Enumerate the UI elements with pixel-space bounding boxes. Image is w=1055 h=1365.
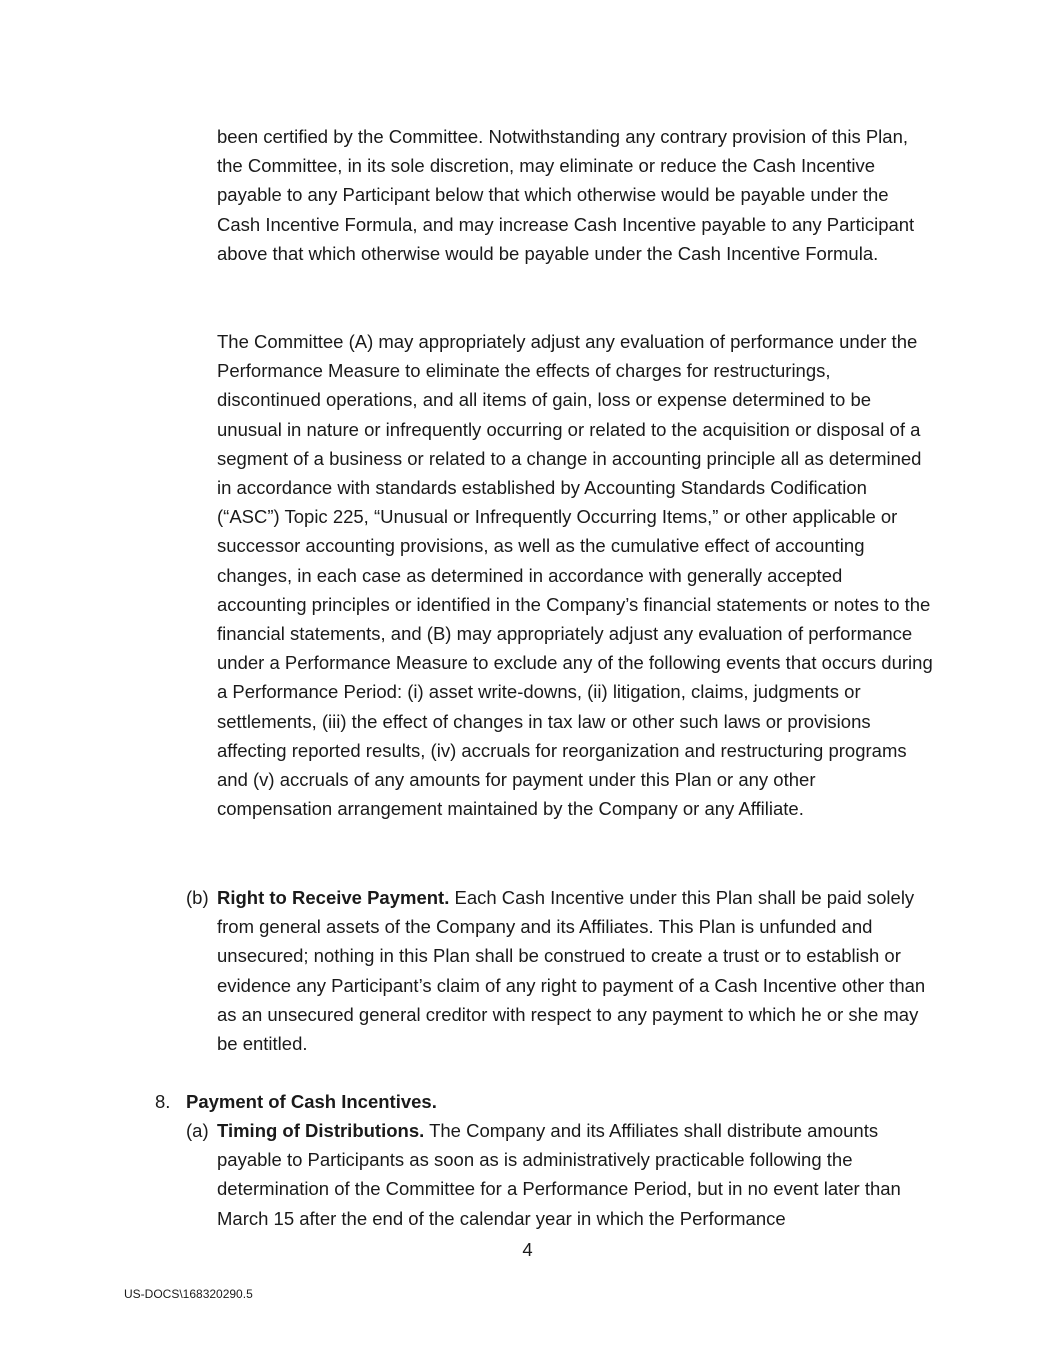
item-8a-marker: (a) <box>186 1120 209 1141</box>
item-b-heading: Right to Receive Payment. <box>217 887 450 908</box>
section-8-number: 8. <box>155 1091 171 1112</box>
section-8-heading: Payment of Cash Incentives. <box>186 1091 437 1112</box>
document-id: US-DOCS\168320290.5 <box>124 1287 253 1301</box>
item-8a-heading: Timing of Distributions. <box>217 1120 425 1141</box>
item-b-text: Each Cash Incentive under this Plan shall be paid solely from general assets of the Company and its Affiliates. This Plan is unfunded and unsecured; nothing in this Plan shall be construed to create a trust or to establish or evidence any Participant’s claim of any right to payment of a Cash Incentive other than as an unsecured general creditor with respect to any payment to which he or she may be entitled. <box>217 887 926 1055</box>
item-b-paragraph <box>217 883 933 1058</box>
item-8a-text: The Company and its Affiliates shall distribute amounts payable to Participants as soon as is administratively practicable following the determination of the Committee for a Performance Period, but in no event later than March 15 after the end of the calendar year in which the Performance <box>217 1120 901 1229</box>
committee-adjustment-paragraph: The Committee (A) may appropriately adjust any evaluation of performance under the Performance Measure to eliminate the effects of charges for restructurings, discontinued operations, and all items of gain, loss or expense determined to be unusual in nature or infrequently occurring or related to the acquisition or disposal of a segment of a business or related to a change in accounting principle all as determined in accordance with standards established by Accounting Standards Codification (“ASC”) Topic 225, “Unusual or Infrequently Occurring Items,” or other applicable or successor accounting provisions, as well as the cumulative effect of accounting changes, in each case as determined in accordance with generally accepted accounting principles or identified in the Company’s financial statements or notes to the financial statements, and (B) may appropriately adjust any evaluation of performance under a Performance Measure to exclude any of the following events that occurs during a Performance Period: (i) asset write-downs, (ii) litigation, claims, judgments or settlements, (iii) the effect of changes in tax law or other such laws or provisions affecting reported results, (iv) accruals for reorganization and restructuring programs and (v) accruals of any amounts for payment under this Plan or any other compensation arrangement maintained by the Company or any Affiliate. <box>217 331 933 820</box>
item-8a-paragraph <box>217 1116 933 1233</box>
continued-paragraph: been certified by the Committee. Notwithstanding any contrary provision of this Plan, the Committee, in its sole discretion, may eliminate or reduce the Cash Incentive payable to any Participant below that which otherwise would be payable under the Cash Incentive Formula, and may increase Cash Incentive payable to any Participant above that which otherwise would be payable under the Cash Incentive Formula. <box>217 126 915 264</box>
page-number: 4 <box>522 1239 533 1260</box>
item-b-marker: (b) <box>186 887 209 908</box>
